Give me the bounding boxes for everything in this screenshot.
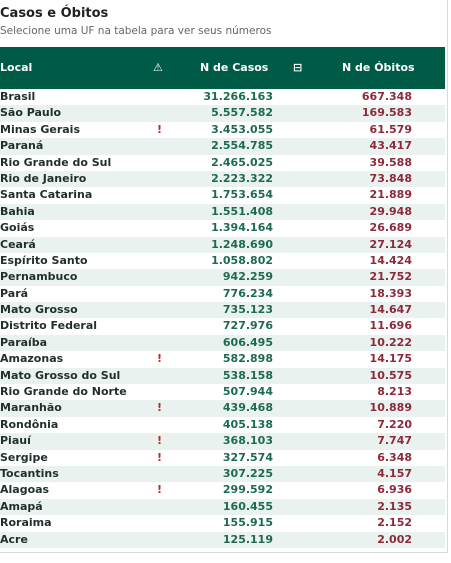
cell-obitos: 667.348 (361, 90, 412, 103)
cell-obitos: 29.948 (369, 204, 412, 218)
table-row[interactable] (0, 532, 445, 548)
table-row[interactable] (0, 122, 445, 138)
cell-local: Rio Grande do Norte (0, 385, 127, 399)
table-row[interactable] (0, 450, 445, 466)
cell-local: Alagoas (0, 483, 50, 497)
cell-local: Pará (0, 286, 29, 300)
cell-obitos: 18.393 (369, 286, 412, 300)
cell-casos: 942.259 (222, 270, 273, 284)
cell-obitos: 14.424 (369, 253, 412, 267)
cell-local: Paraná (0, 139, 44, 153)
cell-casos: 582.898 (222, 352, 273, 366)
cell-obitos: 2.152 (377, 516, 412, 530)
cell-local: Paraíba (0, 335, 48, 349)
cell-obitos: 4.157 (377, 466, 412, 480)
table-row[interactable] (0, 351, 445, 367)
table-row[interactable] (0, 335, 445, 351)
table-row[interactable] (0, 269, 445, 285)
cell-casos: 2.223.322 (211, 171, 273, 185)
cell-local: Amapá (0, 499, 43, 513)
cell-casos: 31.266.163 (203, 90, 273, 103)
warning-icon[interactable]: ⚠ (153, 61, 163, 74)
cell-local: Rio Grande do Sul (0, 155, 112, 169)
cell-obitos: 10.222 (369, 335, 412, 349)
cell-obitos: 21.889 (369, 188, 412, 202)
table-row[interactable] (0, 368, 445, 384)
cell-obitos: 43.417 (369, 139, 412, 153)
cell-local: Acre (0, 532, 28, 546)
cell-casos: 155.915 (222, 516, 273, 530)
cell-obitos: 10.575 (369, 368, 412, 382)
cell-alert: ! (157, 401, 163, 415)
cell-obitos: 73.848 (369, 171, 412, 185)
cell-local: Mato Grosso do Sul (0, 368, 121, 382)
column-header-obitos[interactable]: N de Óbitos (342, 61, 415, 74)
cell-local: Minas Gerais (0, 122, 81, 136)
cell-obitos: 14.175 (369, 352, 412, 366)
table-row[interactable] (0, 499, 445, 515)
table-row[interactable] (0, 302, 445, 318)
cell-obitos: 2.002 (377, 532, 412, 546)
panel-right-border (447, 0, 448, 553)
cell-casos: 2.554.785 (211, 139, 273, 153)
table-row[interactable] (0, 482, 445, 498)
cell-local: Pernambuco (0, 270, 78, 284)
cell-obitos: 10.889 (369, 401, 412, 415)
table-row[interactable] (0, 171, 445, 187)
table-row[interactable] (0, 515, 445, 531)
panel-subtitle: Selecione uma UF na tabela para ver seus números (0, 25, 272, 37)
cell-local: Amazonas (0, 352, 64, 366)
panel-title: Casos e Óbitos (0, 6, 109, 21)
cell-obitos: 8.213 (377, 385, 412, 399)
cell-casos: 1.753.654 (211, 188, 273, 202)
cell-local: Roraima (0, 516, 52, 530)
cell-obitos: 21.752 (369, 270, 412, 284)
cell-obitos: 2.135 (377, 499, 412, 513)
cell-local: Sergipe (0, 450, 48, 464)
cell-local: Santa Catarina (0, 188, 93, 202)
cell-casos: 368.103 (222, 434, 273, 448)
cell-local: Espírito Santo (0, 253, 88, 267)
cell-casos: 776.234 (222, 286, 273, 300)
cell-casos: 3.453.055 (211, 122, 273, 136)
cell-local: Piauí (0, 434, 31, 448)
cell-casos: 507.944 (222, 385, 273, 399)
cell-casos: 405.138 (222, 417, 273, 431)
cell-local: São Paulo (0, 106, 62, 120)
cell-casos: 439.468 (222, 401, 273, 415)
table-row[interactable] (0, 237, 445, 253)
cell-casos: 606.495 (222, 335, 273, 349)
cell-casos: 2.465.025 (211, 155, 273, 169)
panel-bottom-border (0, 552, 448, 553)
cell-casos: 160.455 (222, 499, 273, 513)
column-header-local[interactable]: Local (0, 61, 33, 74)
cell-local: Brasil (0, 90, 36, 103)
cell-local: Rondônia (0, 417, 59, 431)
cell-alert: ! (157, 122, 163, 136)
table-body (0, 89, 445, 548)
cell-casos: 5.557.582 (211, 106, 273, 120)
cell-alert: ! (157, 483, 163, 497)
sort-icon[interactable]: ⊟ (293, 61, 303, 74)
cell-casos: 125.119 (222, 532, 273, 546)
table-row[interactable] (0, 220, 445, 236)
table-row[interactable] (0, 89, 445, 105)
cell-obitos: 61.579 (369, 122, 412, 136)
cell-obitos: 7.220 (377, 417, 412, 431)
table-row[interactable] (0, 286, 445, 302)
cell-obitos: 11.696 (369, 319, 412, 333)
cell-local: Distrito Federal (0, 319, 98, 333)
cell-local: Mato Grosso (0, 303, 78, 317)
cell-casos: 1.394.164 (211, 221, 273, 235)
cell-casos: 327.574 (222, 450, 273, 464)
table-row[interactable] (0, 384, 445, 400)
cell-obitos: 27.124 (369, 237, 412, 251)
cell-local: Tocantins (0, 466, 59, 480)
cell-casos: 1.248.690 (211, 237, 273, 251)
table-row[interactable] (0, 105, 445, 121)
table-row[interactable] (0, 417, 445, 433)
table-row[interactable] (0, 318, 445, 334)
cell-casos: 1.551.408 (211, 204, 273, 218)
cell-local: Rio de Janeiro (0, 171, 87, 185)
cell-local: Bahia (0, 204, 35, 218)
table-row[interactable] (0, 400, 445, 416)
cell-obitos: 26.689 (369, 221, 412, 235)
column-header-casos[interactable]: N de Casos (200, 61, 269, 74)
cell-obitos: 6.936 (377, 483, 412, 497)
cell-casos: 307.225 (222, 466, 273, 480)
table-row[interactable] (0, 204, 445, 220)
cell-obitos: 39.588 (369, 155, 412, 169)
cell-alert: ! (157, 434, 163, 448)
cell-casos: 735.123 (222, 303, 273, 317)
cell-alert: ! (157, 352, 163, 366)
cell-obitos: 14.647 (369, 303, 412, 317)
cell-casos: 538.158 (222, 368, 273, 382)
cell-casos: 1.058.802 (211, 253, 273, 267)
cell-casos: 727.976 (222, 319, 273, 333)
cell-obitos: 169.583 (361, 106, 412, 120)
table-row[interactable] (0, 253, 445, 269)
cell-alert: ! (157, 450, 163, 464)
table-row[interactable] (0, 138, 445, 154)
cell-casos: 299.592 (222, 483, 273, 497)
cell-local: Goiás (0, 221, 35, 235)
table-header (0, 47, 445, 89)
table-row[interactable] (0, 466, 445, 482)
cell-obitos: 6.348 (377, 450, 412, 464)
cell-local: Maranhão (0, 401, 62, 415)
table-row[interactable] (0, 433, 445, 449)
table-row[interactable] (0, 155, 445, 171)
cell-obitos: 7.747 (377, 434, 412, 448)
table-row[interactable] (0, 187, 445, 203)
cell-local: Ceará (0, 237, 36, 251)
